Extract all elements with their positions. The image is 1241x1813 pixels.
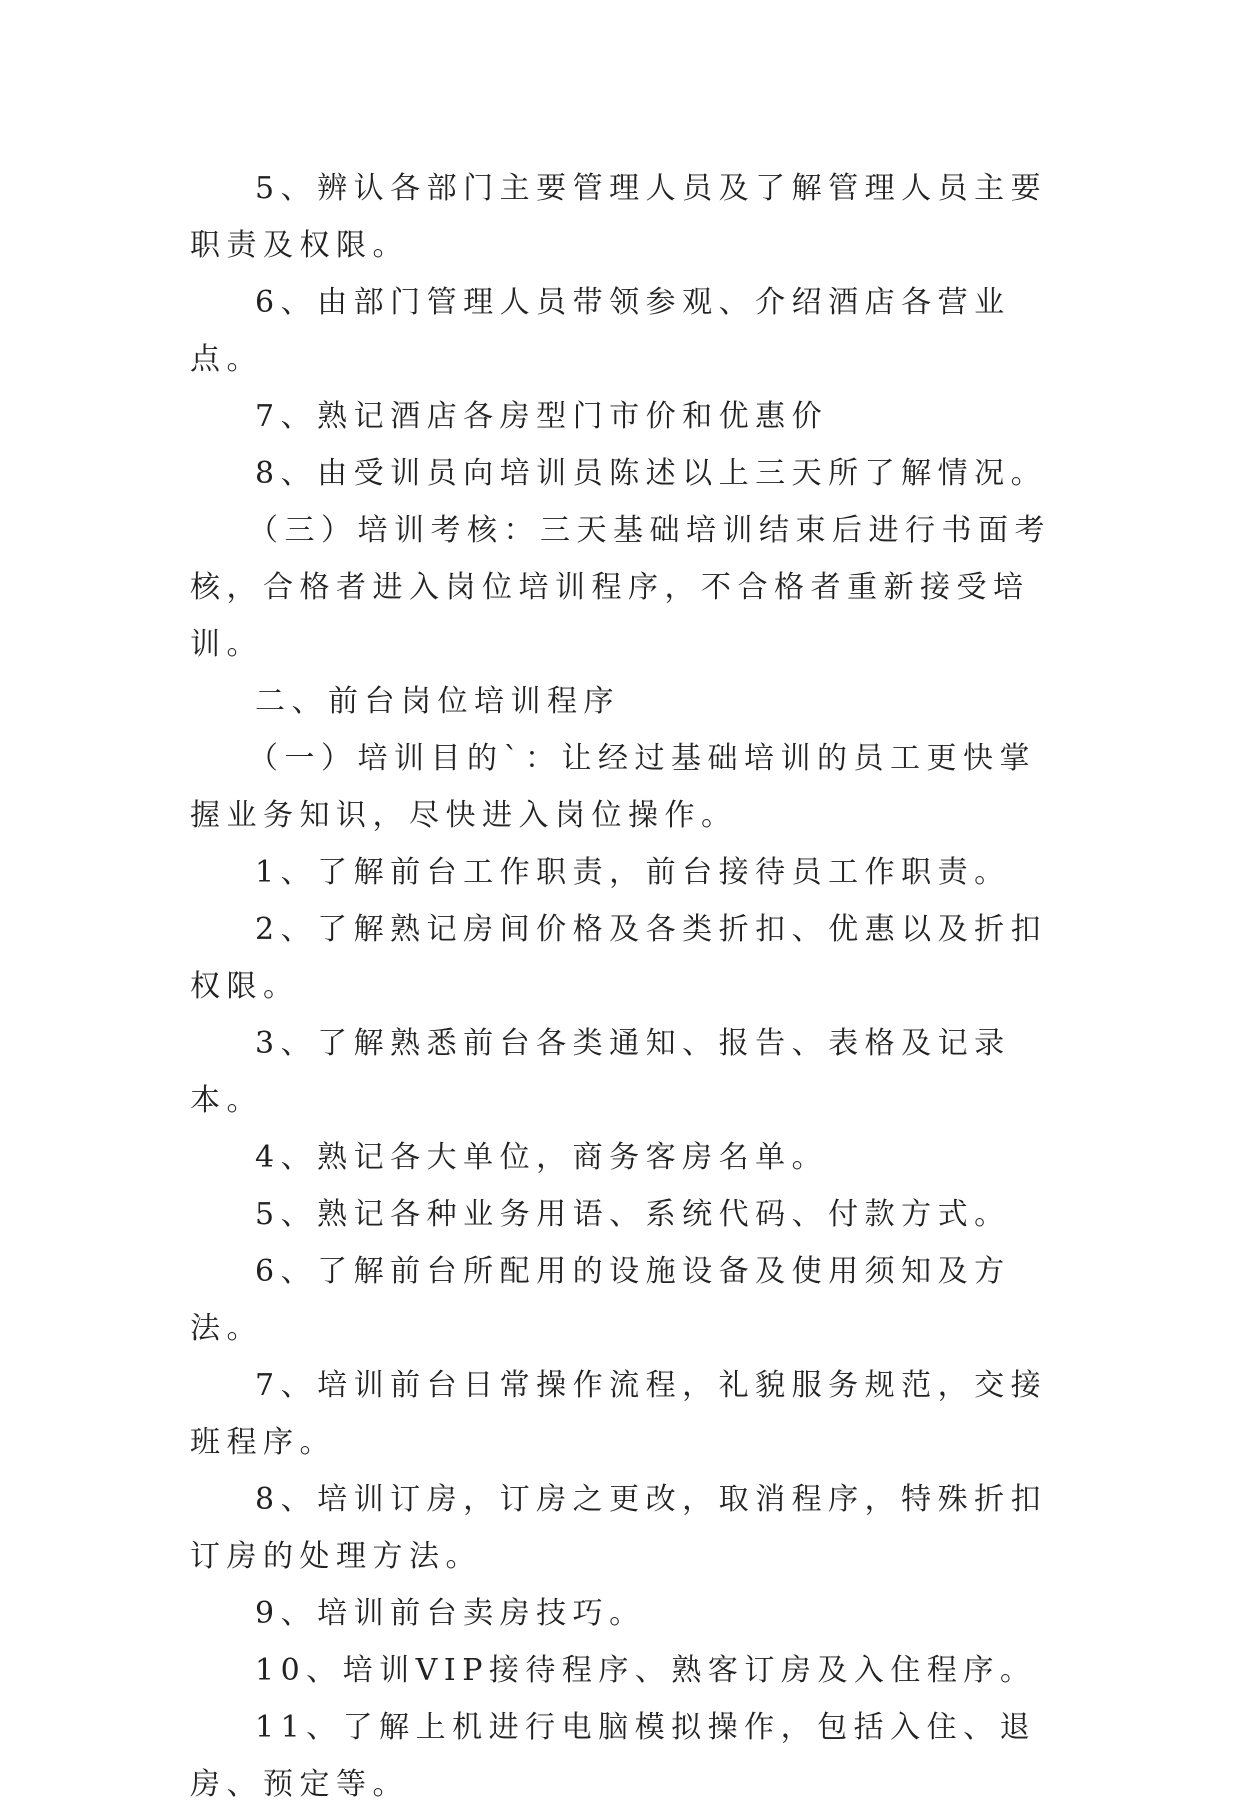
paragraph-item-6: 6、由部门管理人员带领参观、介绍酒店各营业点。: [190, 285, 1011, 377]
paragraph-training-assessment: （三）培训考核：三天基础培训结束后进行书面考核，合格者进入岗位培训程序，不合格者重新接受培训。: [190, 513, 1051, 662]
list-item-7: 7、培训前台日常操作流程，礼貌服务规范，交接班程序。: [190, 1368, 1048, 1460]
paragraph-item-7: 7、熟记酒店各房型门市价和优惠价: [255, 399, 829, 434]
list-item-4: 4、熟记各大单位，商务客房名单。: [255, 1140, 829, 1175]
list-item-10: 10、培训VIP接待程序、熟客订房及入住程序。: [255, 1653, 1037, 1688]
document-body: [190, 160, 1070, 1813]
section-heading-front-desk-training: 二、前台岗位培训程序: [255, 684, 620, 719]
list-item-9: 9、培训前台卖房技巧。: [255, 1596, 646, 1631]
list-item-1: 1、了解前台工作职责，前台接待员工作职责。: [255, 855, 1011, 890]
paragraph-item-8: 8、由受训员向培训员陈述以上三天所了解情况。: [255, 456, 1048, 491]
list-item-6: 6、了解前台所配用的设施设备及使用须知及方法。: [190, 1254, 1011, 1346]
list-item-8: 8、培训订房，订房之更改，取消程序，特殊折扣订房的处理方法。: [190, 1482, 1048, 1574]
list-item-3: 3、了解熟悉前台各类通知、报告、表格及记录本。: [190, 1026, 1011, 1118]
list-item-2: 2、了解熟记房间价格及各类折扣、优惠以及折扣权限。: [190, 912, 1048, 1004]
paragraph-training-purpose: （一）培训目的`：让经过基础培训的员工更快掌握业务知识，尽快进入岗位操作。: [190, 741, 1036, 833]
list-item-5: 5、熟记各种业务用语、系统代码、付款方式。: [255, 1197, 1011, 1232]
paragraph-item-5: 5、辨认各部门主要管理人员及了解管理人员主要职责及权限。: [190, 171, 1048, 263]
list-item-11: 11、了解上机进行电脑模拟操作，包括入住、退房、预定等。: [190, 1710, 1037, 1802]
